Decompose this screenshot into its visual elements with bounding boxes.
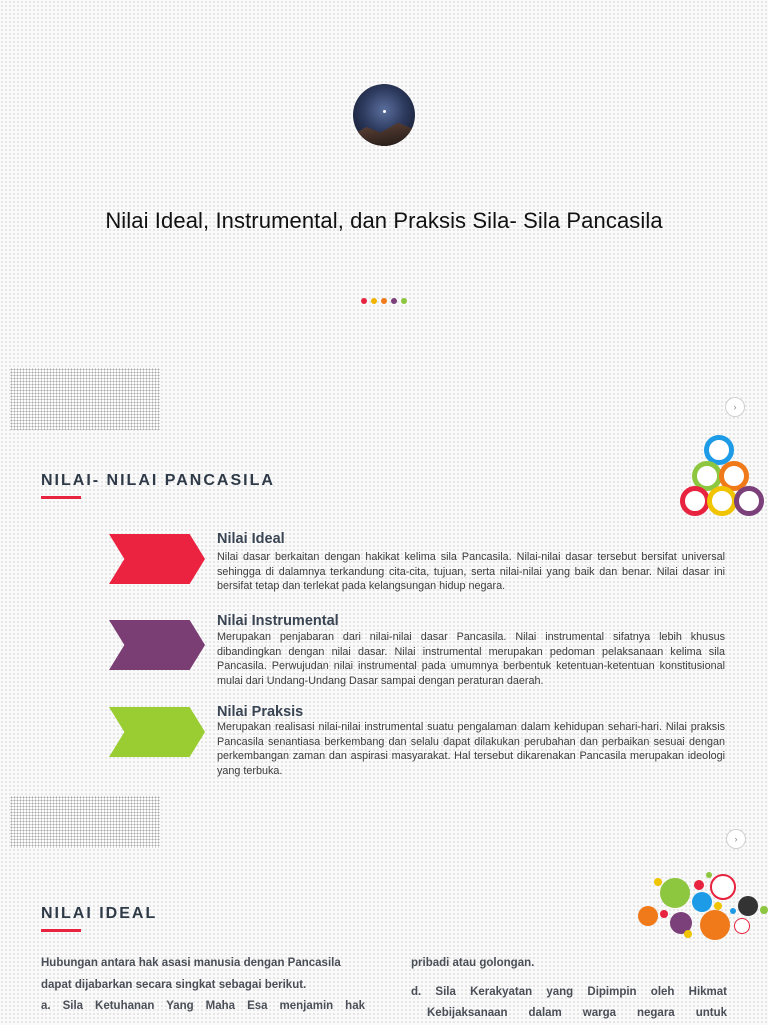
- dot-green: [401, 298, 407, 304]
- body-line: d. Sila Kerakyatan yang Dipimpin oleh Hikmat: [411, 985, 727, 998]
- circles-cluster-graphic: [680, 434, 768, 518]
- dot: [660, 878, 690, 908]
- next-slide-button-2[interactable]: [726, 829, 746, 849]
- mountain-graphic: [353, 120, 415, 146]
- dot-purple: [391, 298, 397, 304]
- chevron-praksis: [109, 707, 205, 757]
- body-line: Kebijaksanaan dalam warga negara untuk: [427, 1007, 727, 1019]
- dot-red: [361, 298, 367, 304]
- dot-yellow: [371, 298, 377, 304]
- colorful-dots-graphic: [634, 868, 768, 944]
- item-title-instrumental: Nilai Instrumental: [217, 613, 339, 629]
- section-heading-nilai-pancasila: NILAI- NILAI PANCASILA: [41, 472, 275, 489]
- dot: [660, 910, 668, 918]
- dot: [730, 908, 736, 914]
- body-column-left: [41, 953, 365, 1018]
- star-icon: [383, 110, 386, 113]
- dot: [714, 902, 722, 910]
- dot: [700, 910, 730, 940]
- dot: [638, 906, 658, 926]
- dot: [684, 930, 692, 938]
- item-title-ideal: Nilai Ideal: [217, 531, 285, 547]
- dot: [734, 918, 750, 934]
- dot: [654, 878, 662, 886]
- chevron-instrumental: [109, 620, 205, 670]
- circle-yellow: [707, 486, 737, 516]
- heading-underline: [41, 929, 81, 932]
- next-slide-button-1[interactable]: [725, 397, 745, 417]
- body-column-right: [411, 953, 727, 1025]
- slide-thumbnail-1[interactable]: [10, 368, 160, 430]
- body-line: Hubungan antara hak asasi manusia dengan Pancasila: [41, 957, 341, 969]
- dot: [694, 880, 704, 890]
- title-dot-divider: [361, 298, 407, 304]
- item-text-instrumental: Merupakan penjabaran dari nilai-nilai dasar Pancasila. Nilai instrumental sifatnya lebih khusus dibandingkan dengan nilai dasar. Nilai instrumental merupakan pedoman pelaksanaan kelima sila Pancasila. Perwujudan nilai instrumental pada umumnya berbentuk ketentuan-ketentuan konstitusional mulai dari Undang-Undang Dasar sampai dengan peraturan daerah.: [217, 631, 725, 687]
- section-heading-nilai-ideal: NILAI IDEAL: [41, 905, 158, 922]
- body-line: a. Sila Ketuhanan Yang Maha Esa menjamin hak: [41, 1000, 365, 1012]
- body-line: pribadi atau golongan.: [411, 957, 535, 969]
- chevron-right-icon: ›: [734, 834, 738, 844]
- heading-underline: [41, 496, 81, 499]
- chevron-right-icon: ›: [733, 402, 737, 412]
- item-title-praksis: Nilai Praksis: [217, 704, 304, 720]
- circle-red: [680, 486, 710, 516]
- body-line: dapat dijabarkan secara singkat sebagai berikut.: [41, 978, 307, 991]
- dot: [706, 872, 712, 878]
- slide-thumbnail-2[interactable]: [10, 796, 160, 848]
- circle-purple: [734, 486, 764, 516]
- chevron-ideal: [109, 534, 205, 584]
- presenter-avatar: [353, 84, 415, 146]
- dot: [692, 892, 712, 912]
- dot: [760, 906, 768, 914]
- dot: [710, 874, 736, 900]
- presentation-title: Nilai Ideal, Instrumental, dan Praksis Sila- Sila Pancasila: [105, 208, 663, 233]
- dot: [738, 896, 758, 916]
- item-text-praksis: Merupakan realisasi nilai-nilai instrumental suatu pengalaman dalam kehidupan sehari-hari. Nilai praksis Pancasila senantiasa berkembang dan selalu dapat dilakukan perubahan dan perbaikan sesuai dengan perkembangan zaman dan aspirasi masyarakat. Hal tersebut dikarenakan Pancasila merupakan ideologi yang terbuka.: [217, 721, 725, 777]
- item-text-ideal: Nilai dasar berkaitan dengan hakikat kelima sila Pancasila. Nilai-nilai dasar tersebut bersifat universal sehingga di dalamnya terkandung cita-cita, tujuan, serta nilai-nilai yang baik dan benar. Nilai dasar ini bersifat tetap dan terlekat pada kelangsungan hidup negara.: [217, 551, 725, 593]
- dot-orange: [381, 298, 387, 304]
